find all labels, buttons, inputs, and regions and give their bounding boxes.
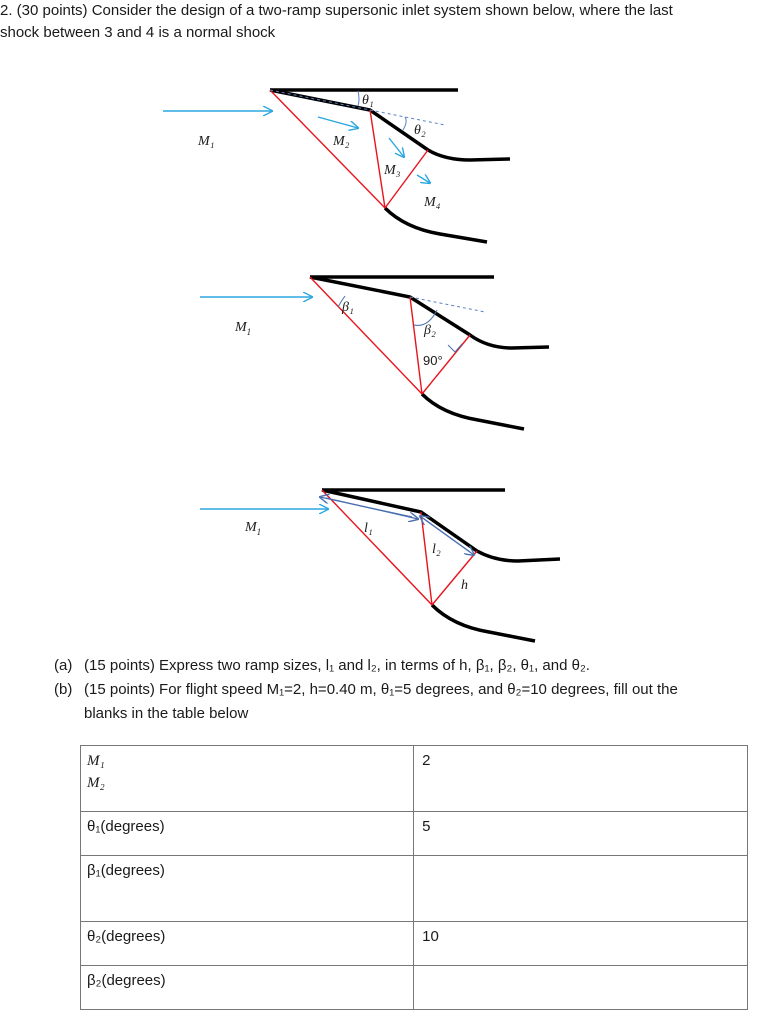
flow-arrow-m2 <box>318 117 358 128</box>
normal-shock <box>385 150 428 208</box>
theta2-arc <box>403 117 406 130</box>
figure-3 <box>200 490 560 641</box>
label-m4: M₄ <box>424 195 441 210</box>
table-cell-label <box>81 812 414 856</box>
table-cell-label <box>81 856 414 922</box>
label-m1: M₁ <box>198 134 215 149</box>
table-cell-value[interactable] <box>414 922 748 966</box>
label-m1: $M_1$ <box>245 520 262 537</box>
row-value-m1: 2 <box>422 752 431 769</box>
row-value-theta2: 10 <box>422 928 439 945</box>
table-cell-value[interactable] <box>414 856 748 922</box>
figure-2 <box>200 277 549 429</box>
lower-cowl <box>422 394 524 429</box>
answer-table <box>80 745 748 1010</box>
row-label-m1: M₁ <box>87 753 105 769</box>
part-b-label: (b) <box>54 681 73 698</box>
part-a-text: (15 points) Express two ramp sizes, l₁ and l₂, in terms of h, β₁, β₂, θ₁, and θ₂. <box>84 657 590 674</box>
flow-arrow-m4 <box>417 175 430 183</box>
table-cell-label <box>81 746 414 812</box>
question-title-line2: shock between 3 and 4 is a normal shock <box>0 24 276 41</box>
part-a-label: (a) <box>54 657 73 674</box>
label-m2: M₂ <box>333 134 350 149</box>
table-cell-label <box>81 966 414 1010</box>
normal-shock <box>432 551 477 605</box>
row-label-beta2: β₂(degrees) <box>87 972 166 989</box>
label-l1: l₁ <box>364 521 373 536</box>
row-label-beta1: β₁(degrees) <box>87 862 165 879</box>
l2-dimension-arrow-back <box>420 516 470 552</box>
flow-arrow-m3 <box>389 138 404 157</box>
table-cell-value[interactable] <box>414 746 748 812</box>
row-value-theta1: 5 <box>422 818 431 835</box>
table-cell-value[interactable] <box>414 812 748 856</box>
theta1-arc <box>358 91 359 106</box>
label-h: h <box>461 578 468 593</box>
label-m1: $M_1$ <box>235 320 252 337</box>
label-90-degrees: 90° <box>423 353 443 368</box>
ramp-surface <box>270 90 510 160</box>
row-label-theta2: θ₂(degrees) <box>87 928 166 945</box>
table-row <box>81 856 748 922</box>
label-l2: l₂ <box>432 542 441 557</box>
table-row <box>81 922 748 966</box>
part-b-text-line1: (15 points) For flight speed M₁=2, h=0.40 m, θ₁=5 degrees, and θ₂=10 degrees, fill out the <box>84 681 678 698</box>
oblique-shock-2 <box>370 110 385 208</box>
label-m3: M₃ <box>384 163 401 178</box>
part-a <box>54 654 754 678</box>
row-label-m2: M₂ <box>87 775 105 791</box>
figure-1 <box>163 90 510 242</box>
question-title-line1: 2. (30 points) Consider the design of a two-ramp supersonic inlet system shown below, where the last <box>0 2 673 19</box>
part-b-text <box>84 678 754 726</box>
lower-cowl <box>432 605 535 641</box>
table-row <box>81 966 748 1010</box>
part-b <box>54 678 754 726</box>
lower-cowl <box>385 208 487 242</box>
row-label-theta1: θ₁(degrees) <box>87 818 165 835</box>
ramp-surface <box>322 490 560 561</box>
oblique-shock-2 <box>421 512 432 605</box>
table-row <box>81 746 748 812</box>
question-parts <box>54 654 754 726</box>
label-beta1: β₁ <box>342 300 354 315</box>
label-theta2: θ₂ <box>414 123 426 138</box>
oblique-shock-2 <box>410 297 422 394</box>
label-beta2: β₂ <box>424 323 436 338</box>
table-row <box>81 812 748 856</box>
label-theta1: θ₁ <box>362 93 374 108</box>
table-cell-value[interactable] <box>414 966 748 1010</box>
oblique-shock-1 <box>322 490 432 605</box>
part-b-text-line2: blanks in the table below <box>84 705 249 722</box>
table-cell-label <box>81 922 414 966</box>
